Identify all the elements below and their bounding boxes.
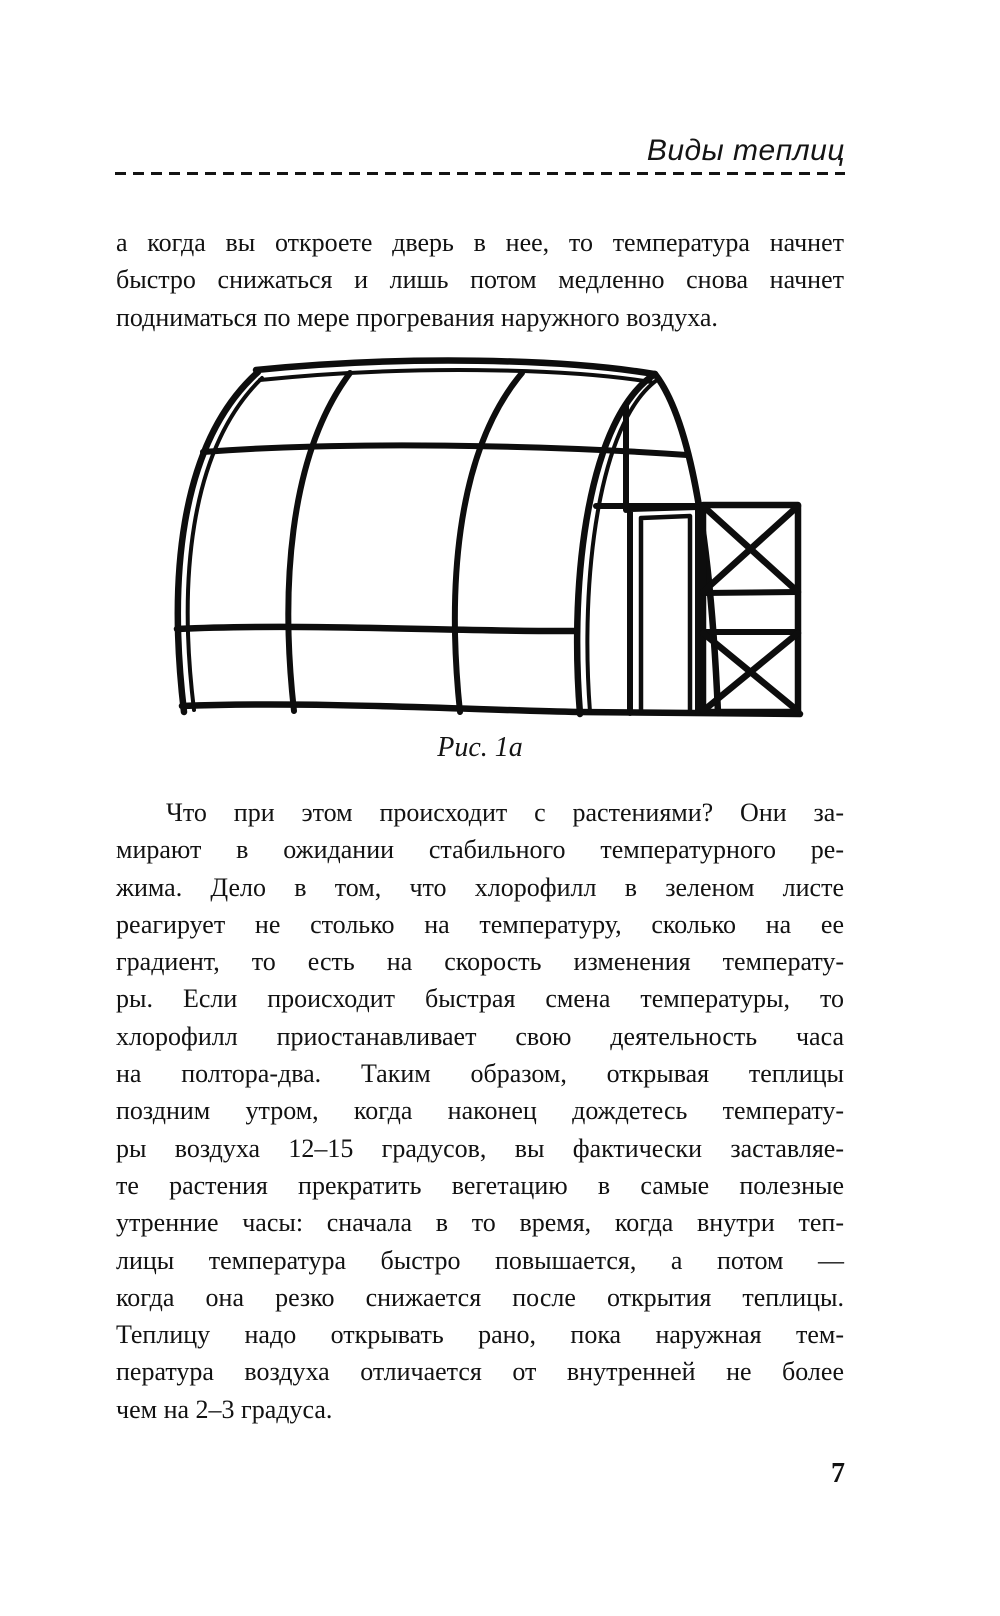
text-line: пература воздуха отличается от внутренней не более <box>116 1357 844 1387</box>
text-line: хлорофилл приостанавливает свою деятельность часа <box>116 1021 844 1051</box>
text-line: чем на 2–3 градуса. <box>116 1394 333 1424</box>
text-line: жима. Дело в том, что хлорофилл в зеленом листе <box>116 872 844 902</box>
page-number: 7 <box>831 1458 845 1489</box>
text-line: подниматься по мере прогревания наружного воздуха. <box>116 302 718 332</box>
text-line: когда она резко снижается после открытия теплицы. <box>116 1282 844 1312</box>
text-line: ры. Если происходит быстрая смена температуры, то <box>116 984 844 1014</box>
text-line: а когда вы откроете дверь в нее, то температура начнет <box>116 228 844 257</box>
text-line: поздним утром, когда наконец дождетесь температу- <box>116 1096 844 1126</box>
main-paragraph <box>116 794 844 1428</box>
text-line: градиент, то есть на скорость изменения температу- <box>116 947 844 977</box>
text-line: реагирует не столько на температуру, сколько на ее <box>116 909 844 939</box>
text-line: Что при этом происходит с растениями? Они за- <box>166 798 844 827</box>
text-line: ры воздуха 12–15 градусов, вы фактически заставляе- <box>116 1133 844 1163</box>
text-line: лицы температура быстро повышается, а потом — <box>116 1245 844 1275</box>
figure-caption: Рис. 1а <box>437 732 523 763</box>
running-head-title: Виды теплиц <box>646 134 845 167</box>
text-line: утренние часы: сначала в то время, когда внутри теп- <box>116 1208 844 1238</box>
text-line: на полтора-два. Таким образом, открывая теплицы <box>116 1059 844 1089</box>
greenhouse-door <box>630 507 698 713</box>
greenhouse-figure <box>165 345 810 720</box>
intro-paragraph <box>116 224 844 336</box>
greenhouse-drawing <box>165 345 810 720</box>
text-line: быстро снижаться и лишь потом медленно снова начнет <box>116 265 844 295</box>
dashed-divider <box>115 172 845 175</box>
text-line: те растения прекратить вегетацию в самые полезные <box>116 1170 844 1200</box>
text-line: мирают в ожидании стабильного температурного ре- <box>116 835 844 865</box>
text-line: Теплицу надо открывать рано, пока наружная тем- <box>116 1320 844 1350</box>
